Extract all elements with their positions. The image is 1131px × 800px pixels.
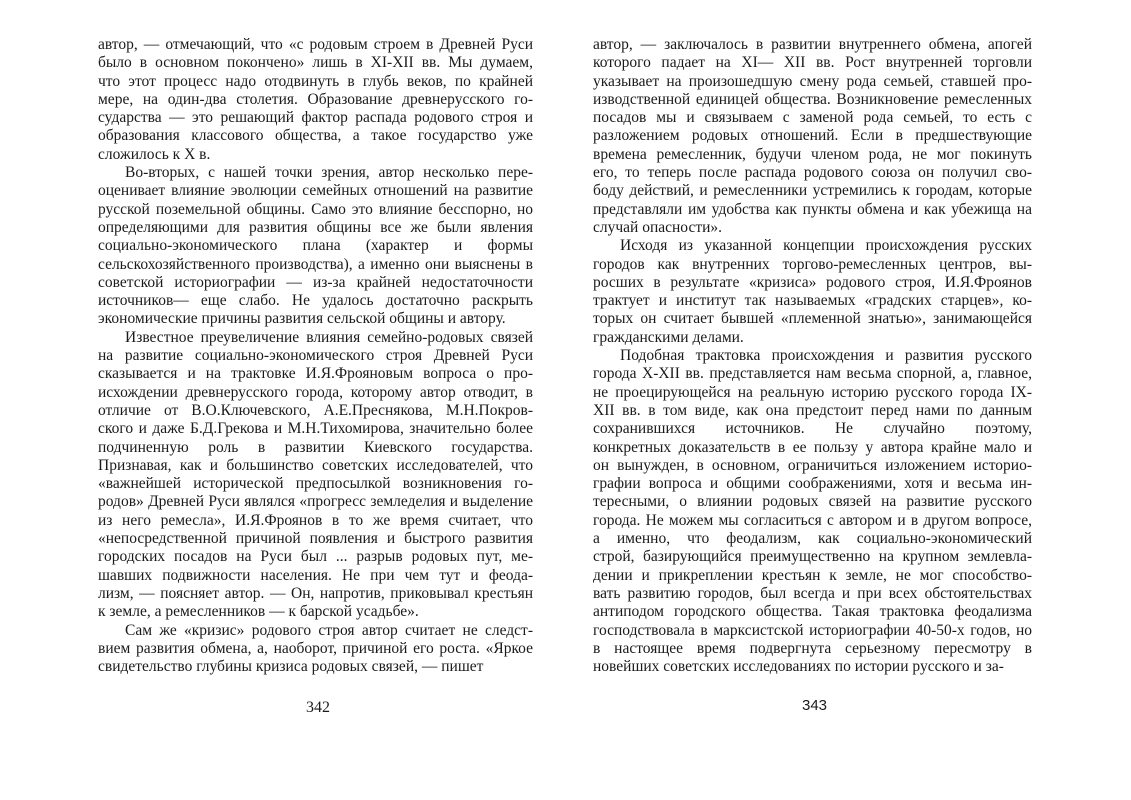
left-page-number: 342	[306, 699, 330, 716]
text-line: ского и даже Б.Д.Грекова и М.Н.Тихомирова, значительно более	[98, 420, 533, 438]
text-line: советской историографии — из-за крайней недостаточности	[98, 273, 533, 291]
text-line: торых он считает бывшей «племенной знатью», занимающейся	[593, 310, 1032, 328]
text-line: Признавая, как и большинство советских исследователей, что	[98, 456, 533, 474]
right-page-text	[593, 36, 1032, 676]
text-line: экономические причины развития сельской общины и автору.	[98, 310, 506, 328]
text-line: тересными, о влиянии родовых связей на развитие русского	[593, 493, 1032, 511]
text-line: сказывается и на трактовке И.Я.Фрояновым вопроса о про-	[98, 365, 533, 383]
text-line: Исходя из указанной концепции происхождения русских	[620, 237, 1032, 255]
text-line: Сам же «кризис» родового строя автор считает не следст-	[125, 621, 533, 639]
text-line: русской поземельной общины. Само это влияние бесспорно, но	[98, 200, 533, 218]
text-line: а именно, что феодализм, как социально-экономический	[593, 530, 1032, 548]
text-line: случай опасности».	[593, 218, 723, 236]
text-line: антиподом городского общества. Такая трактовка феодализма	[593, 603, 1032, 621]
text-line: боду действий, и ремесленники устремились к городам, которые	[593, 182, 1032, 200]
text-line: изводственной единицей общества. Возникновение ремесленных	[593, 90, 1032, 108]
text-line: времена ремесленник, будучи членом рода, не мог покинуть	[593, 145, 1032, 163]
text-line: новейших советских исследованиях по истории русского и за-	[593, 658, 1004, 676]
text-line: отличие от В.О.Ключевского, А.Е.Преснякова, М.Н.Покров-	[98, 401, 533, 419]
text-line: определяющими для развития общины все же были явления	[98, 218, 533, 236]
text-line: посадов мы и связываем с заменой рода семьей, то есть с	[593, 109, 1032, 127]
text-line: «важнейшей исторической предпосылкой возникновения го-	[98, 475, 533, 493]
text-line: «непосредственной причиной появления и быстрого развития	[98, 530, 533, 548]
text-line: оценивает влияние эволюции семейных отношений на развитие	[98, 182, 533, 200]
text-line: он вынужден, в основном, ограничиться изложением историо-	[593, 456, 1032, 474]
text-line: указывает на произошедшую смену рода семьей, ставшей про-	[593, 72, 1032, 90]
left-page-text	[98, 36, 533, 676]
text-line: городов как внутренних торгово-ремесленных центров, вы-	[593, 255, 1032, 273]
text-line: Подобная трактовка происхождения и развития русского	[620, 347, 1032, 365]
text-line: росших в результате «кризиса» родового строя, И.Я.Фроянов	[593, 273, 1032, 291]
text-line: городских посадов на Руси был ... разрыв родовых пут, ме-	[98, 548, 533, 566]
text-line: строй, базирующийся преимущественно на крупном землевла-	[593, 548, 1032, 566]
text-line: образования классового общества, а такое государство уже	[98, 127, 533, 145]
text-line: исхождении древнерусского города, которому автор отводит, в	[98, 383, 533, 401]
text-line: к земле, а ремесленников — к барской усадьбе».	[98, 603, 419, 621]
text-line: XII вв. в том виде, как она предстоит перед нами по данным	[593, 401, 1032, 419]
text-line: автор, — отмечающий, что «с родовым строем в Древней Руси	[98, 36, 533, 53]
text-line: сложилось к X в.	[98, 145, 211, 163]
text-line: на развитие социально-экономического строя Древней Руси	[98, 347, 533, 365]
right-page-number: 343	[802, 697, 828, 714]
text-line: сельскохозяйственного производства), а именно они выяснены в	[98, 255, 533, 273]
text-line: вием развития обмена, а, наоборот, причиной его роста. «Яркое	[98, 639, 533, 657]
text-line: разложением родовых отношений. Если в предшествующие	[593, 127, 1032, 145]
text-line: его, то теперь после распада родового союза он получил сво-	[593, 164, 1032, 182]
text-line: было в основном покончено» лишь в XI-XII вв. Мы думаем,	[98, 54, 533, 72]
text-line: шавших подвижности населения. Не при чем тут и феода-	[98, 566, 533, 584]
text-line: свидетельство глубины кризиса родовых связей, — пишет	[98, 658, 484, 676]
text-line: конкретных доказательств в ее пользу у автора крайне мало и	[593, 438, 1032, 456]
text-line: графии вопроса и общими соображениями, хотя и весьма ин-	[593, 475, 1032, 493]
text-line: лизм, — поясняет автор. — Он, напротив, приковывал крестьян	[98, 584, 533, 602]
text-line: не проецирующейся на реальную историю русского города IX-	[593, 383, 1032, 401]
text-line: трактует и институт так называемых «градских старцев», ко-	[593, 292, 1032, 310]
text-line: мере, на один-два столетия. Образование древнерусского го-	[98, 90, 533, 108]
text-line: родов» Древней Руси являлся «прогресс земледелия и выделение	[98, 493, 533, 511]
text-line: из него ремесла», И.Я.Фроянов в то же время считает, что	[98, 511, 533, 529]
text-line: господствовала в марксистской историографии 40-50-х годов, но	[593, 621, 1032, 639]
text-line: представляли им удобства как пункты обмена и как убежища на	[593, 200, 1032, 218]
text-line: дении и прикреплении крестьян к земле, не мог способство-	[593, 566, 1032, 584]
text-line: вать развитию городов, был всегда и при всех обстоятельствах	[593, 584, 1032, 602]
text-line: источников— еще слабо. Не удалось достаточно раскрыть	[98, 292, 533, 310]
text-line: автор, — заключалось в развитии внутреннего обмена, апогей	[593, 36, 1032, 53]
text-line: Во-вторых, с нашей точки зрения, автор несколько пере-	[125, 164, 533, 182]
text-line: сохранившихся источников. Не случайно поэтому,	[593, 420, 1032, 438]
text-line: которого падает на XI— XII вв. Рост внутренней торговли	[593, 54, 1032, 72]
text-line: города X-XII вв. представляется нам весьма спорной, а, главное,	[593, 365, 1032, 383]
text-line: гражданскими делами.	[593, 328, 744, 346]
text-line: в настоящее время подвергнута серьезному пересмотру в	[593, 639, 1032, 657]
text-line: города. Не можем мы согласиться с автором и в другом вопросе,	[593, 511, 1032, 529]
text-line: что этот процесс надо отодвинуть в глубь веков, по крайней	[98, 72, 533, 90]
text-line: социально-экономического плана (характер и формы	[98, 237, 533, 255]
text-line: Известное преувеличение влияния семейно-родовых связей	[125, 328, 533, 346]
text-line: подчиненную роль в развитии Киевского государства.	[98, 438, 533, 456]
text-line: сударства — это решающий фактор распада родового строя и	[98, 109, 533, 127]
